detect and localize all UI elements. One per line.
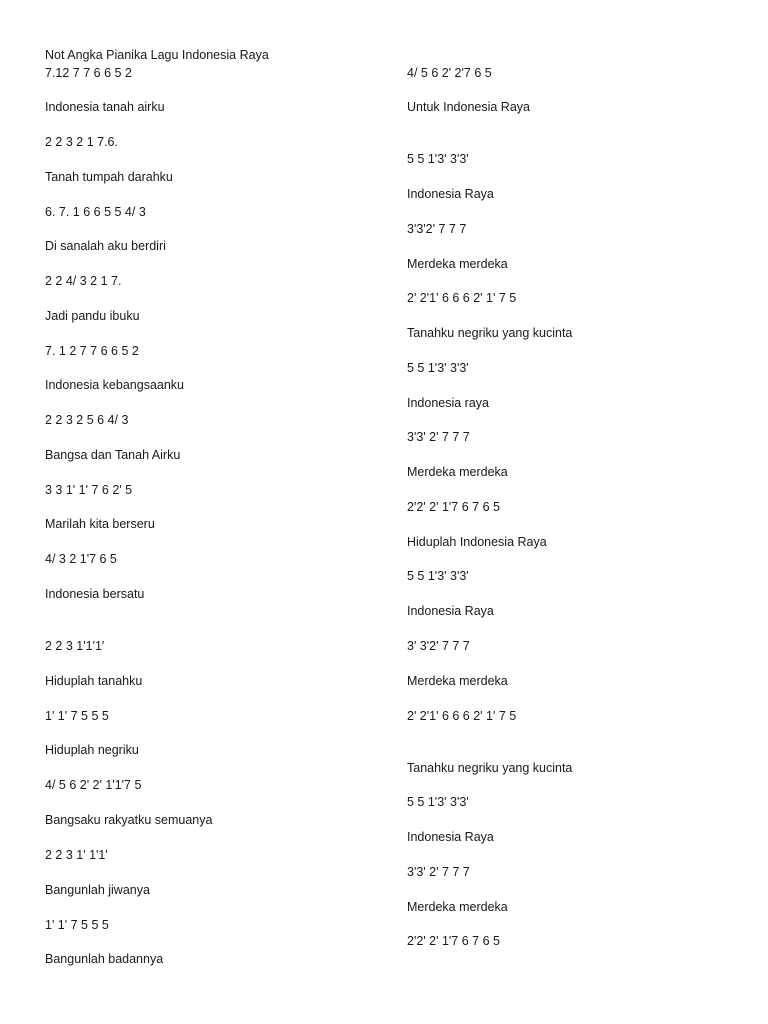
notation-line: 6. 7. 1 6 6 5 5 4/ 3 [45, 205, 146, 219]
notation-line: 2'2' 2' 1'7 6 7 6 5 [407, 500, 500, 514]
lyric-line: Untuk Indonesia Raya [407, 100, 530, 114]
notation-line: 4/ 3 2 1'7 6 5 [45, 552, 117, 566]
lyric-line: Indonesia kebangsaanku [45, 378, 185, 392]
notation-line: 1' 1' 7 5 5 5 [45, 709, 109, 723]
notation-line: 4/ 5 6 2' 2'7 6 5 [407, 66, 492, 80]
notation-line: 1' 1' 7 5 5 5 [45, 918, 109, 932]
lyric-line: Bangunlah jiwanya [45, 883, 150, 897]
lyric-line: Tanahku negriku yang kucinta [407, 761, 573, 775]
lyric-line: Indonesia raya [407, 396, 490, 410]
notation-line: 5 5 1'3' 3'3' [407, 795, 469, 809]
lyric-line: Hiduplah negriku [45, 743, 139, 757]
notation-line: 3'3' 2' 7 7 7 [407, 430, 470, 444]
lyric-line: Merdeka merdeka [407, 465, 508, 479]
notation-line: 2 2 3 1'1'1' [45, 639, 105, 653]
lyric-line: Merdeka merdeka [407, 900, 508, 914]
document-title: Not Angka Pianika Lagu Indonesia Raya [45, 48, 269, 62]
notation-line: 5 5 1'3' 3'3' [407, 569, 469, 583]
notation-line: 2 2 3 2 5 6 4/ 3 [45, 413, 129, 427]
notation-line: 7.12 7 7 6 6 5 2 [45, 66, 132, 80]
notation-line: 2 2 4/ 3 2 1 7. [45, 274, 122, 288]
lyric-line: Indonesia bersatu [45, 587, 145, 601]
lyric-line: Di sanalah aku berdiri [45, 239, 166, 253]
lyric-line: Indonesia Raya [407, 187, 494, 201]
lyric-line: Indonesia Raya [407, 604, 494, 618]
lyric-line: Merdeka merdeka [407, 674, 508, 688]
notation-line: 2 2 3 2 1 7.6. [45, 135, 118, 149]
notation-line: 2 2 3 1' 1'1' [45, 848, 108, 862]
notation-line: 5 5 1'3' 3'3' [407, 152, 469, 166]
notation-line: 5 5 1'3' 3'3' [407, 361, 469, 375]
lyric-line: Merdeka merdeka [407, 257, 508, 271]
lyric-line: Indonesia tanah airku [45, 100, 165, 114]
lyric-line: Hiduplah tanahku [45, 674, 143, 688]
lyric-line: Tanah tumpah darahku [45, 170, 173, 184]
lyric-line: Bangsa dan Tanah Airku [45, 448, 181, 462]
lyric-line: Indonesia Raya [407, 830, 494, 844]
lyric-line: Bangunlah badannya [45, 952, 164, 966]
notation-line: 3'3'2' 7 7 7 [407, 222, 467, 236]
lyric-line: Marilah kita berseru [45, 517, 155, 531]
lyric-line: Bangsaku rakyatku semuanya [45, 813, 213, 827]
notation-line: 3 3 1' 1' 7 6 2' 5 [45, 483, 133, 497]
notation-line: 2' 2'1' 6 6 6 2' 1' 7 5 [407, 291, 517, 305]
lyric-line: Hiduplah Indonesia Raya [407, 535, 547, 549]
notation-line: 2' 2'1' 6 6 6 2' 1' 7 5 [407, 709, 517, 723]
notation-line: 4/ 5 6 2' 2' 1'1'7 5 [45, 778, 142, 792]
lyric-line: Tanahku negriku yang kucinta [407, 326, 573, 340]
notation-line: 2'2' 2' 1'7 6 7 6 5 [407, 934, 500, 948]
notation-line: 3' 3'2' 7 7 7 [407, 639, 470, 653]
notation-line: 3'3' 2' 7 7 7 [407, 865, 470, 879]
lyric-line: Jadi pandu ibuku [45, 309, 140, 323]
notation-line: 7. 1 2 7 7 6 6 5 2 [45, 344, 139, 358]
